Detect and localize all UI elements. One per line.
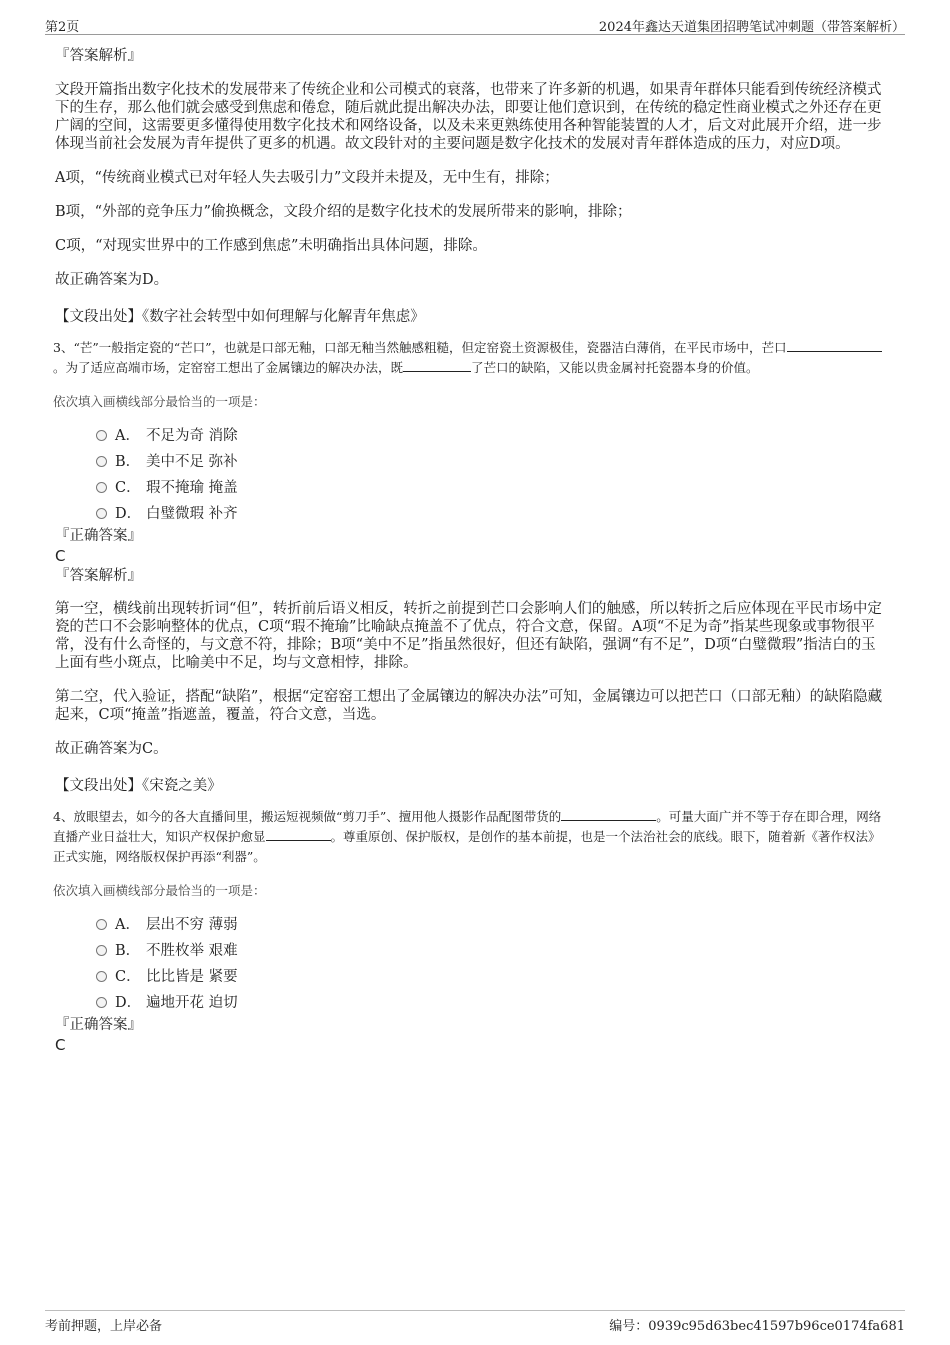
q3-blank-2 (403, 359, 471, 372)
option-label: D． (115, 506, 142, 522)
q2-conclusion: 故正确答案为D。 (55, 272, 169, 288)
option-text: 不胜枚举 艰难 (146, 943, 238, 959)
option-text: 比比皆是 紧要 (146, 969, 238, 985)
page-content (55, 44, 890, 1055)
option-text: 白璧微瑕 补齐 (146, 506, 238, 522)
radio-icon[interactable] (96, 456, 107, 467)
q3-stem-part-1: 3、“芒”一般指定瓷的“芒口”，也就是口部无釉，口部无釉当然触感粗糙，但定窑瓷土资源极佳，瓷器洁白薄俏，在平民市场中，芒口 (53, 340, 787, 355)
option-text: 瑕不掩瑜 掩盖 (146, 480, 238, 496)
option-label: A． (115, 428, 140, 444)
q3-option-c[interactable] (55, 474, 890, 500)
option-label: C． (115, 969, 141, 985)
radio-icon[interactable] (96, 971, 107, 982)
q4-stem-part-3: 。尊重原创、保护版权，是创作的基本前提，也是一个法治社会的底线。眼下，随着新《著作权法》正式实施，网络版权保护再添“利器”。 (53, 829, 881, 864)
q4-blank-1 (561, 808, 656, 821)
option-text: 美中不足 弥补 (146, 454, 238, 470)
option-label: C． (115, 480, 141, 496)
document-id: 编号：0939c95d63bec41597b96ce0174fa681 (609, 1319, 905, 1334)
q4-option-a[interactable] (55, 911, 890, 937)
q2-source: 【文段出处】《数字社会转型中如何理解与化解青年焦虑》 (55, 309, 425, 325)
q3-analysis-label: 『答案解析』 (55, 568, 142, 584)
q4-option-d[interactable] (55, 989, 890, 1015)
radio-icon[interactable] (96, 430, 107, 441)
radio-icon[interactable] (96, 997, 107, 1008)
q3-stem (53, 338, 890, 378)
q3-analysis-paragraph-2: 第二空，代入验证，搭配“缺陷”，根据“定窑窑工想出了金属镶边的解决办法”可知，金属镶边可以把芒口（口部无釉）的缺陷隐藏起来，C项“掩盖”指遮盖，覆盖，符合文意，当选。 (55, 689, 883, 723)
q3-blank-1 (787, 339, 882, 352)
q2-analysis-label: 『答案解析』 (55, 48, 142, 64)
page-header (45, 14, 905, 35)
document-title: 2024年鑫达天道集团招聘笔试冲刺题（带答案解析） (598, 20, 905, 35)
q4-stem (53, 807, 890, 867)
q3-stem-part-2: 。为了适应高端市场，定窑窑工想出了金属镶边的解决办法，既 (53, 360, 404, 375)
q2-analysis-option-c: C项，“对现实世界中的工作感到焦虑”未明确指出具体问题，排除。 (55, 238, 487, 254)
q4-option-c[interactable] (55, 963, 890, 989)
q3-option-b[interactable] (55, 448, 890, 474)
q3-analysis-paragraph-1: 第一空，横线前出现转折词“但”，转折前后语义相反，转折之前提到芒口会影响人们的触感，所以转折之后应体现在平民市场中定瓷的芒口不会影响整体的优点，C项“瑕不掩瑜”比喻缺点掩盖不了优点，符合文意，保留。A项“不足为奇”指某些现象或事物很平常，没有什么奇怪的，与文意不符，排除；B项“美中不足”指虽然很好，但还有缺陷，强调“有不足”，D项“白璧微瑕”指洁白的玉上面有些小斑点，比喻美中不足，均与文意相悖，排除。 (55, 601, 882, 671)
radio-icon[interactable] (96, 919, 107, 930)
q2-analysis-option-b: B项，“外部的竞争压力”偷换概念，文段介绍的是数字化技术的发展所带来的影响，排除； (55, 204, 632, 220)
q3-conclusion: 故正确答案为C。 (55, 741, 168, 757)
radio-icon[interactable] (96, 945, 107, 956)
page-footer (45, 1310, 905, 1333)
q3-prompt: 依次填入画横线部分最恰当的一项是： (53, 394, 266, 409)
footer-slogan: 考前押题，上岸必备 (45, 1319, 163, 1334)
q3-correct-answer: C (55, 547, 66, 565)
q3-option-d[interactable] (55, 500, 890, 526)
option-text: 不足为奇 消除 (146, 428, 238, 444)
option-label: A． (115, 917, 140, 933)
option-text: 层出不穷 薄弱 (146, 917, 238, 933)
q4-correct-label: 『正确答案』 (55, 1017, 142, 1033)
q3-option-a[interactable] (55, 422, 890, 448)
q2-analysis-paragraph: 文段开篇指出数字化技术的发展带来了传统企业和公司模式的衰落，也带来了许多新的机遇，如果青年群体只能看到传统经济模式下的生存，那么他们就会感受到焦虑和倦怠，随后就此提出解决办法，即要让他们意识到，在传统的稳定性商业模式之外还存在更广阔的空间，这需要更多懂得使用数字化技术和网络设备，以及未来更熟练使用各种智能装置的人才，后文对此展开介绍，进一步体现当前社会发展为青年提供了更多的机遇。故文段针对的主要问题是数字化技术的发展对青年群体造成的压力，对应D项。 (55, 82, 882, 152)
q3-source: 【文段出处】《宋瓷之美》 (55, 778, 222, 794)
q4-correct-answer: C (55, 1036, 66, 1054)
option-label: D． (115, 995, 142, 1011)
q4-stem-part-1: 4、放眼望去，如今的各大直播间里，搬运短视频做“剪刀手”、擅用他人摄影作品配图带货的 (53, 809, 562, 824)
q2-analysis-option-a: A项，“传统商业模式已对年轻人失去吸引力”文段并未提及，无中生有，排除； (55, 170, 559, 186)
q4-stem-part-2: 。可量大面广并不等于存在即合理，网络直播产业日益壮大，知识产权保护愈显 (53, 809, 882, 844)
q3-options (55, 422, 890, 526)
page-number: 第2页 (45, 20, 80, 35)
option-text: 遍地开花 迫切 (146, 995, 238, 1011)
q3-correct-label: 『正确答案』 (55, 528, 142, 544)
q3-stem-part-3: 了芒口的缺陷，又能以贵金属衬托瓷器本身的价值。 (471, 360, 759, 375)
radio-icon[interactable] (96, 508, 107, 519)
radio-icon[interactable] (96, 482, 107, 493)
q4-blank-2 (266, 828, 331, 841)
q4-prompt: 依次填入画横线部分最恰当的一项是： (53, 883, 266, 898)
option-label: B． (115, 943, 141, 959)
q4-options (55, 911, 890, 1015)
q4-option-b[interactable] (55, 937, 890, 963)
option-label: B． (115, 454, 141, 470)
